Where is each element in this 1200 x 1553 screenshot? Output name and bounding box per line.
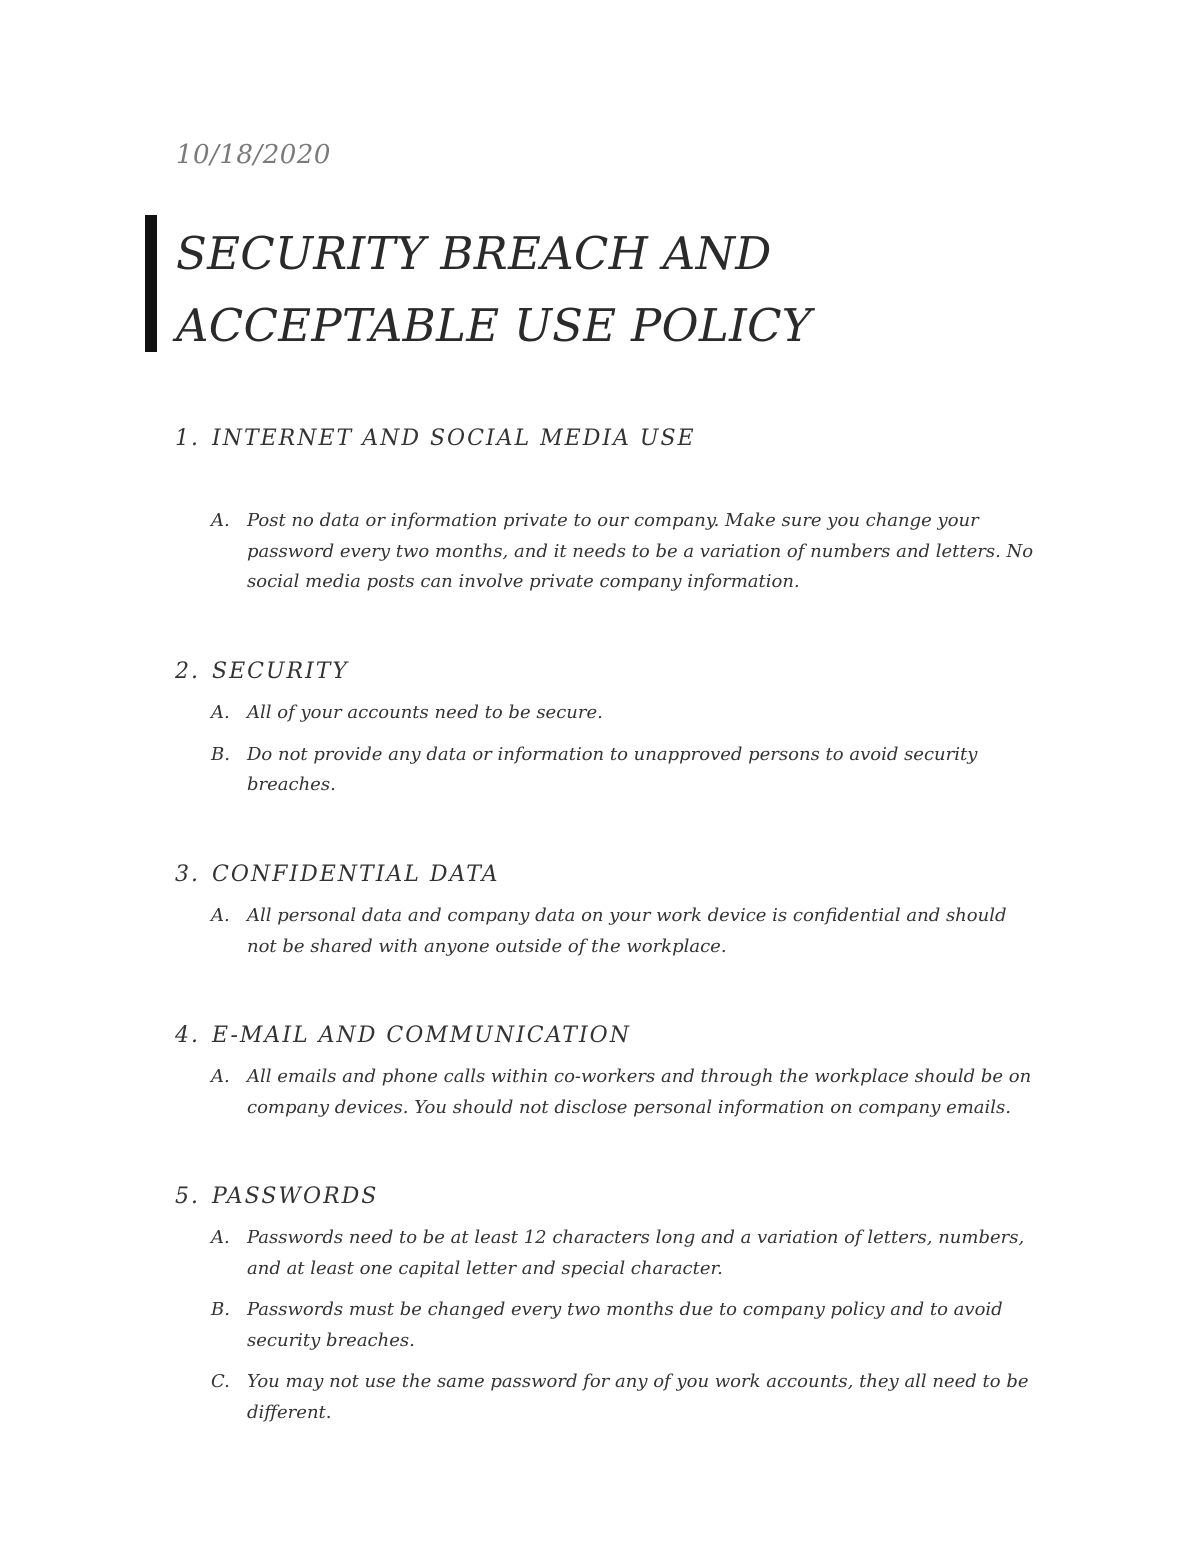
section-heading [175, 860, 1035, 890]
document-date: 10/18/2020 [176, 140, 331, 170]
item-letter: B. [211, 743, 230, 765]
section-number: 3. [175, 862, 200, 887]
item-text: Passwords need to be at least 12 characters long and a variation of letters, numbers, and at least one capital letter and special character. [247, 1227, 1025, 1279]
list-item [175, 740, 1035, 801]
section-number: 5. [175, 1184, 200, 1209]
section-items [175, 698, 1035, 801]
section-heading [175, 657, 1035, 687]
title-line-1: SECURITY BREACH AND [176, 227, 772, 280]
list-item [175, 901, 1035, 962]
section-title: SECURITY [212, 659, 349, 684]
item-letter: A. [211, 905, 230, 926]
item-letter: A. [211, 510, 230, 531]
item-text: Post no data or information private to our company. Make sure you change your password every two months, and it needs to be a variation of numbers and letters. No social media posts can involve private company information. [247, 510, 1034, 592]
item-letter: A. [211, 702, 230, 723]
item-text: You may not use the same password for any of you work accounts, they all need to be different. [247, 1371, 1029, 1423]
title-line-2: ACCEPTABLE USE POLICY [176, 299, 812, 352]
section-heading [175, 1182, 1035, 1212]
section-number: 2. [175, 659, 200, 684]
section-items [175, 506, 1035, 598]
section-title: CONFIDENTIAL DATA [212, 862, 500, 887]
item-text: Do not provide any data or information to unapproved persons to avoid security breaches. [247, 743, 978, 795]
section-items [175, 1062, 1035, 1123]
section-confidential-data [175, 860, 1035, 962]
section-heading [175, 424, 1035, 454]
section-title: INTERNET AND SOCIAL MEDIA USE [212, 426, 696, 451]
section-title: E-MAIL AND COMMUNICATION [212, 1023, 631, 1048]
section-title: PASSWORDS [212, 1184, 379, 1209]
section-items [175, 1223, 1035, 1428]
item-text: Passwords must be changed every two months due to company policy and to avoid security breaches. [247, 1299, 1003, 1351]
list-item [175, 1062, 1035, 1123]
title-accent-bar [145, 215, 157, 352]
item-letter: A. [211, 1227, 230, 1248]
list-item [175, 506, 1035, 598]
list-item [175, 1367, 1035, 1428]
item-letter: C. [211, 1371, 230, 1392]
section-email-communication [175, 1021, 1035, 1123]
item-text: All emails and phone calls within co-workers and through the workplace should be on company devices. You should not disclose personal information on company emails. [247, 1066, 1032, 1118]
list-item [175, 698, 1035, 729]
item-letter: A. [211, 1066, 230, 1087]
section-security [175, 657, 1035, 801]
section-number: 1. [175, 426, 200, 451]
list-item [175, 1295, 1035, 1356]
item-text: All personal data and company data on your work device is confidential and should not be shared with anyone outside of the workplace. [247, 905, 1007, 957]
section-heading [175, 1021, 1035, 1051]
section-internet-social-media [175, 424, 1035, 598]
item-text: All of your accounts need to be secure. [247, 702, 603, 723]
section-number: 4. [175, 1023, 200, 1048]
section-passwords [175, 1182, 1035, 1428]
list-item [175, 1223, 1035, 1284]
section-items [175, 901, 1035, 962]
document-title [176, 218, 812, 362]
item-letter: B. [211, 1299, 230, 1320]
